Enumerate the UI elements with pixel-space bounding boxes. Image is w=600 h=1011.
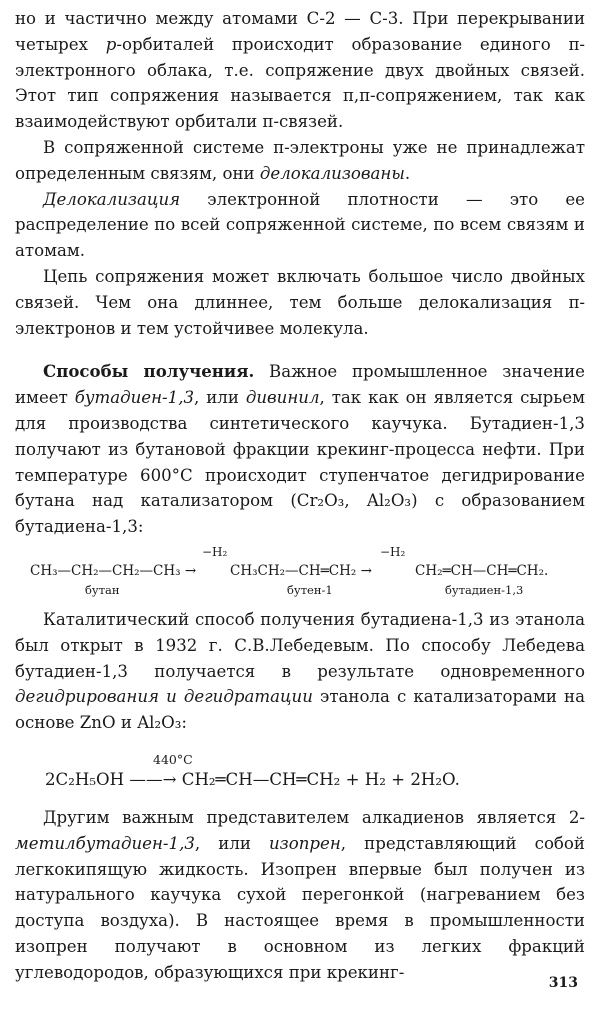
formula-lebedev: 2C₂H₅OH ——→ CH₂═CH—CH═CH₂ + H₂ + 2H₂O.: [45, 770, 460, 789]
paragraph-lebedev: Каталитический способ получения бутадиена-1,3 из этанола был открыт в 1932 г. С.В.Лебедевым. По способу Лебедева бутадиен-1,3 получается в результате одновременного дегидрирования и дегидратации этанола с катализаторами на основе ZnO и Al₂O₃:: [15, 610, 586, 733]
formula-butadiene: CH₂═CH—CH═CH₂.: [415, 563, 549, 579]
formula-butene: CH₃CH₂—CH═CH₂ →: [230, 563, 372, 579]
paragraph-delocalization: Делокализация электронной плотности — это ее распределение по всей сопряженной системе, по всем связям и атомам.: [15, 189, 585, 261]
condition-minus-h2: −H₂: [202, 545, 228, 559]
equation-lebedev: [45, 752, 585, 798]
formula-butane: CH₃—CH₂—CH₂—CH₃ →: [30, 563, 197, 579]
paragraph-pi-electrons: В сопряженной системе π-электроны уже не принадлежат определенным связям, они делокализованы.: [15, 137, 585, 183]
condition-temperature: 440°C: [153, 752, 193, 767]
equation-butane-dehydrogenation: [30, 545, 590, 595]
paragraph-chain: Цепь сопряжения может включать большое число двойных связей. Чем она длиннее, тем больше делокализация π-электронов и тем устойчивее молекула.: [15, 266, 585, 338]
condition-minus-h2: −H₂: [380, 545, 406, 559]
label-butane: бутан: [85, 583, 120, 597]
paragraph-isoprene: Другим важным представителем алкадиенов является 2-метилбутадиен-1,3, или изопрен, представляющий собой легкокипящую жидкость. Изопрен впервые был получен из натурального каучука сухой перегонкой (нагреванием без доступа воздуха). В настоящее время в промышленности изопрен получают в основном из легких фракций углеводородов, образующихся при крекинг-: [15, 808, 585, 982]
text-block-top: [15, 6, 585, 540]
text-block-isoprene: [15, 805, 585, 986]
label-butene: бутен-1: [287, 583, 333, 597]
page-number: 313: [548, 975, 578, 991]
paragraph-conjugation: но и частично между атомами С-2 — С-3. При перекрывании четырех p-орбиталей происходит образование единого π-электронного облака, т.е. сопряжение двух двойных связей. Этот тип сопряжения называется π,π-сопряжением, так как взаимодействуют орбитали π-связей.: [15, 9, 585, 132]
text-block-lebedev: [15, 607, 585, 736]
label-butadiene: бутадиен-1,3: [445, 583, 524, 597]
paragraph-methods: Способы получения. Важное промышленное значение имеет бутадиен-1,3, или дивинил, так как он является сырьем для производства синтетического каучука. Бутадиен-1,3 получают из бутановой фракции крекинг-процесса нефти. При температуре 600°С происходит ступенчатое дегидрирование бутана над катализатором (Cr₂O₃, Al₂O₃) с образованием бутадиена-1,3:: [15, 361, 585, 537]
